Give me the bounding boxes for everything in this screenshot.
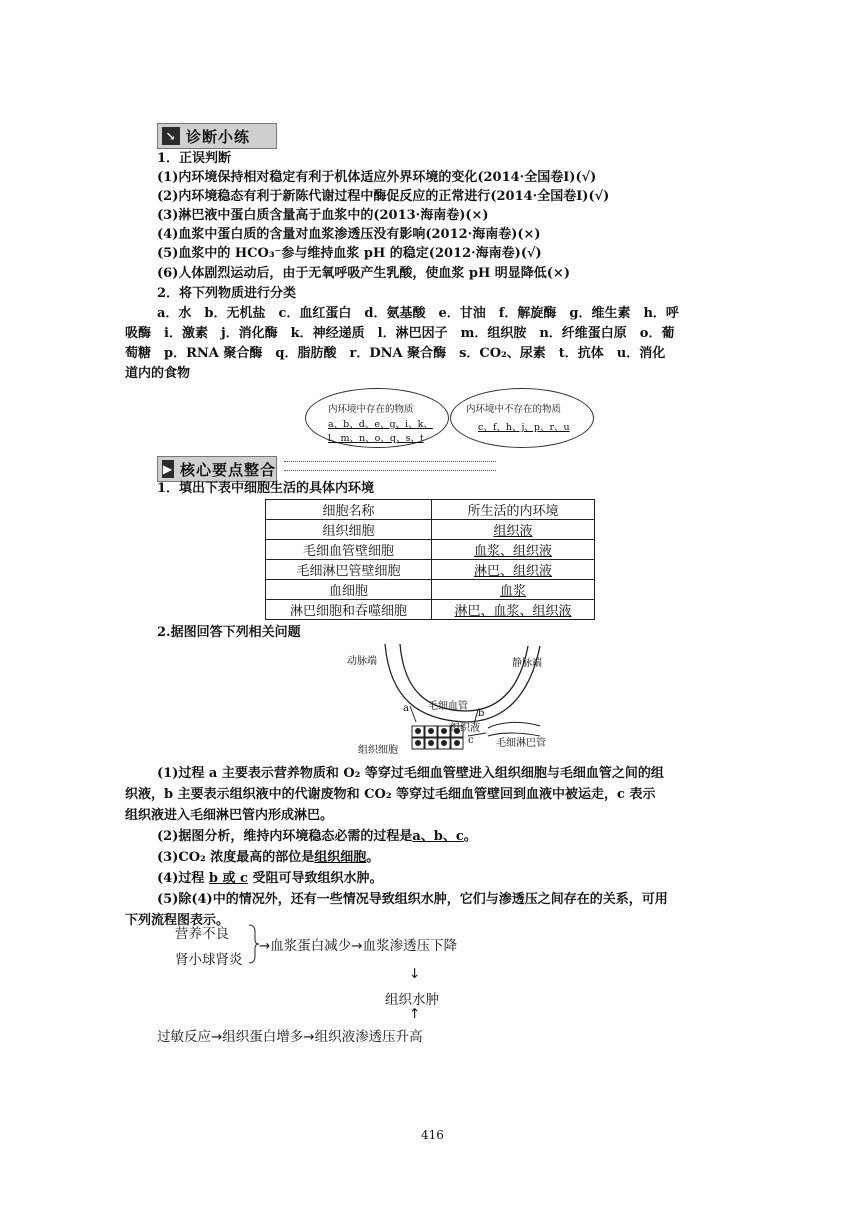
cell-nucleus <box>441 740 447 746</box>
ellipse-left-line2: l、m、n、o、q、s、t <box>328 433 424 444</box>
answer-4-fill: b 或 c <box>208 871 248 886</box>
arrow-corner-icon: ↘ <box>162 127 180 145</box>
q1-item-2: (2)内环境稳态有利于新陈代谢过程中酶促反应的正常进行(2014·全国卷Ⅰ)(√) <box>157 189 610 204</box>
page-number: 416 <box>421 1128 444 1142</box>
answer-5-line-1: (5)除(4)中的情况外，还有一些情况导致组织水肿，它们与渗透压之间存在的关系，可用 <box>157 892 668 907</box>
answer-3 <box>157 848 379 868</box>
table-header: 细胞名称 <box>266 500 432 520</box>
diagram-label-a: a <box>403 703 409 714</box>
cell-nucleus <box>454 740 460 746</box>
diagram-label-lymph: 毛细淋巴管 <box>496 738 546 749</box>
table-cell: 毛细淋巴管壁细胞 <box>266 560 432 580</box>
cell-nucleus <box>428 728 434 734</box>
table-cell <box>432 580 595 600</box>
q2-line-4: 道内的食物 <box>125 366 191 381</box>
arrow-a <box>410 706 416 722</box>
ellipse-right-title: 内环境中不存在的物质 <box>466 404 562 415</box>
table-cell: 毛细血管壁细胞 <box>266 540 432 560</box>
section-title: 诊断小练 <box>186 127 251 146</box>
q2-line-1: a．水 b．无机盐 c．血红蛋白 d．氨基酸 e．甘油 f．解旋酶 g．维生素 h．呼 <box>157 306 679 321</box>
flow-chain-top: →血浆蛋白减少→血浆渗透压下降 <box>259 938 458 954</box>
answer-3-suffix: 。 <box>366 850 380 865</box>
diagram-label-artery: 动脉端 <box>347 656 377 667</box>
q1-item-4: (4)血浆中蛋白质的含量对血浆渗透压没有影响(2012·海南卷)(×) <box>157 227 541 242</box>
answer-text: 血浆、组织液 <box>473 544 552 559</box>
q1-heading: 1．正误判断 <box>157 151 232 166</box>
table-row <box>266 600 595 620</box>
q1-item-5: (5)血浆中的 HCO₃⁻参与维持血浆 pH 的稳定(2012·海南卷)(√) <box>157 246 542 261</box>
cell-environment-table <box>265 499 595 620</box>
dotted-rule <box>284 461 496 471</box>
answer-4 <box>157 869 382 889</box>
answer-3-prefix: (3)CO₂ 浓度最高的部位是 <box>157 850 315 865</box>
table-row <box>266 540 595 560</box>
flow-center: 组织水肿 <box>385 992 439 1008</box>
lymph-vessel-top <box>488 722 540 728</box>
answer-2-suffix: 。 <box>463 829 477 844</box>
ellipse-left-line1: a、b、d、e、g、i、k、 <box>328 419 433 430</box>
q2-line-2: 吸酶 i．激素 j．消化酶 k．神经递质 l．淋巴因子 m．组织胺 n．纤维蛋白原 o．葡 <box>125 326 675 341</box>
s2-q2-heading: 2.据图回答下列相关问题 <box>157 625 301 640</box>
table-cell <box>432 600 595 620</box>
s2-q1-heading: 1．填出下表中细胞生活的具体内环境 <box>157 481 375 496</box>
q1-item-1: (1)内环境保持相对稳定有利于机体适应外界环境的变化(2014·全国卷Ⅰ)(√) <box>157 170 597 185</box>
answer-2-fill: a、b、c <box>412 829 464 844</box>
answer-1-line-1: (1)过程 a 主要表示营养物质和 O₂ 等穿过毛细血管壁进入组织细胞与毛细血管之间的组 <box>157 766 664 781</box>
cell-nucleus <box>441 728 447 734</box>
answer-text: 淋巴、血浆、组织液 <box>454 604 572 619</box>
table-cell: 组织细胞 <box>266 520 432 540</box>
answer-text: 血浆 <box>499 584 526 599</box>
section-title: 核心要点整合 <box>179 460 276 479</box>
table-cell: 淋巴细胞和吞噬细胞 <box>266 600 432 620</box>
play-arrow-icon: ▶ <box>162 462 174 476</box>
diagram-label-b: b <box>478 708 485 719</box>
answer-text: 淋巴、组织液 <box>473 564 552 579</box>
answer-5-line-2: 下列流程图表示。 <box>125 913 230 928</box>
flow-arrow-up: ↑ <box>409 1006 421 1022</box>
answer-4-prefix: (4)过程 <box>157 871 209 886</box>
table-cell <box>432 560 595 580</box>
flow-arrow-down: ↓ <box>409 966 421 982</box>
ellipse-not-in-environment <box>450 388 594 448</box>
ellipse-right-line1: c、f、h、j、p、r、u <box>478 422 570 433</box>
table-row <box>266 560 595 580</box>
table-cell: 血细胞 <box>266 580 432 600</box>
answer-4-suffix: 受阻可导致组织水肿。 <box>247 871 383 886</box>
answer-2-prefix: (2)据图分析，维持内环境稳态必需的过程是 <box>157 829 413 844</box>
cell-nucleus <box>415 740 421 746</box>
q2-line-3: 萄糖 p．RNA 聚合酶 q．脂肪酸 r．DNA 聚合酶 s．CO₂、尿素 t．抗体 u．消化 <box>125 346 666 361</box>
table-row <box>266 580 595 600</box>
flow-cause-2: 肾小球肾炎 <box>175 952 243 968</box>
table-cell <box>432 520 595 540</box>
diagram-label-tissue-fluid: 组织液 <box>450 723 480 734</box>
q1-item-3: (3)淋巴液中蛋白质含量高于血浆中的(2013·海南卷)(×) <box>157 208 489 223</box>
answer-2 <box>157 827 477 847</box>
flow-cause-1: 营养不良 <box>175 926 229 942</box>
diagram-label-capillary: 毛细血管 <box>428 701 468 712</box>
diagram-label-vein: 静脉端 <box>512 658 542 669</box>
answer-1-line-3: 组织液进入毛细淋巴管内形成淋巴。 <box>125 808 334 823</box>
answer-1-line-2: 织液，b 主要表示组织液中的代谢废物和 CO₂ 等穿过毛细血管壁回到血液中被运走，c 表示 <box>125 787 656 802</box>
cell-nucleus <box>428 740 434 746</box>
ellipse-left-title: 内环境中存在的物质 <box>328 404 414 415</box>
diagram-label-c: c <box>468 735 474 746</box>
flow-chain-bottom: 过敏反应→组织蛋白增多→组织液渗透压升高 <box>157 1029 423 1045</box>
table-header: 所生活的内环境 <box>432 500 595 520</box>
q1-item-6: (6)人体剧烈运动后，由于无氧呼吸产生乳酸，使血浆 pH 明显降低(×) <box>157 266 570 281</box>
diagram-label-tissue-cell: 组织细胞 <box>358 745 398 756</box>
answer-text: 组织液 <box>493 524 533 539</box>
table-header-row <box>266 500 595 520</box>
table-cell <box>432 540 595 560</box>
cell-nucleus <box>415 728 421 734</box>
answer-3-fill: 组织细胞 <box>314 850 367 865</box>
q2-heading: 2．将下列物质进行分类 <box>157 286 297 301</box>
section-banner-diagnosis <box>157 123 277 149</box>
table-row <box>266 520 595 540</box>
